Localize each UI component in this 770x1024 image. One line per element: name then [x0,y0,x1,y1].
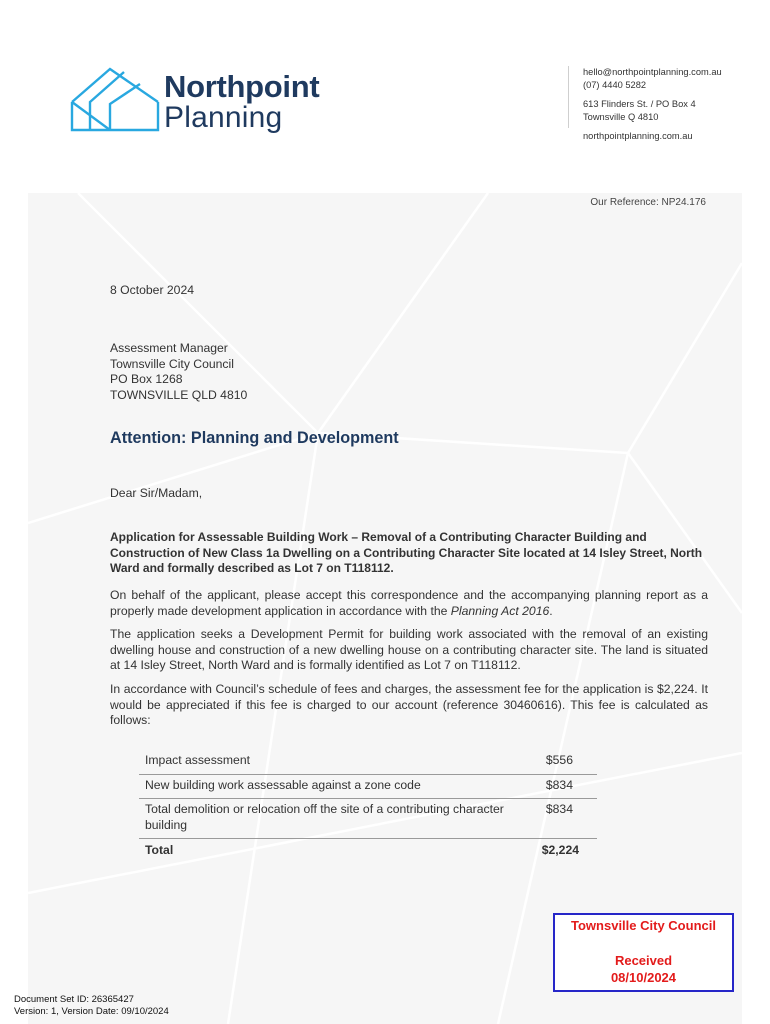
attention-heading: Attention: Planning and Development [110,429,399,447]
contact-website[interactable]: northpointplanning.com.au [583,131,693,141]
fee-total-label: Total [145,843,174,857]
fee-description: Impact assessment [145,753,250,767]
document-set-id: Document Set ID: 26365427 [14,994,134,1005]
letter-date: 8 October 2024 [110,283,195,297]
logo-name: Northpoint [164,69,320,104]
paragraph-1 [110,588,708,619]
recipient-address [110,341,247,403]
fee-amount: $834 [545,777,573,792]
fee-table [139,750,597,857]
recipient-line: PO Box 1268 [110,372,183,386]
paragraph-1-end: . [549,603,553,618]
fee-total-row [139,839,597,857]
contact-phone: (07) 4440 5282 [583,79,647,90]
fee-row [139,799,597,839]
fee-row [139,775,597,800]
logo-subtitle: Planning [164,101,283,134]
stamp-title: Townsville City Council [571,918,716,933]
fee-row [139,750,597,775]
contact-address-line2: Townsville Q 4810 [583,111,659,122]
fee-amount: $556 [545,753,573,767]
fee-description: Total demolition or relocation off the site of a contributing character building [145,802,504,832]
received-stamp [553,913,734,992]
stamp-date: 08/10/2024 [610,970,677,985]
document-footer [14,994,169,1018]
paragraph-2: The application seeks a Development Permit for building work associated with the removal of an existing dwelling house and construction of a new dwelling house on a contributing character site. The land is situated at 14 Isley Street, North Ward and is formally identified as Lot 7 on T118112. [110,627,708,672]
contact-address-line1: 613 Flinders St. / PO Box 4 [583,99,696,109]
fee-total-amount: $2,224 [541,843,579,857]
salutation: Dear Sir/Madam, [110,486,203,500]
recipient-line: Assessment Manager [110,341,228,355]
paragraph-1-text: On behalf of the applicant, please accept this correspondence and the accompanying planning report as a properly made development application in accordance with the [110,588,708,618]
contact-block [568,66,722,141]
reference-number: Our Reference: NP24.176 [590,197,706,208]
company-logo [70,66,370,136]
document-version: Version: 1, Version Date: 09/10/2024 [14,1006,169,1017]
recipient-line: TOWNSVILLE QLD 4810 [110,387,248,402]
act-name: Planning Act 2016 [450,603,550,618]
fee-amount: $834 [545,802,573,816]
contact-email[interactable]: hello@northpointplanning.com.au [583,67,722,77]
subject-line: Application for Assessable Building Work – Removal of a Contributing Character Building and Construction of New Class 1a Dwelling on a Contributing Character Site located at 14 Isley Street, North Ward and formally described as Lot 7 on T118112. [110,530,703,575]
stamp-status: Received [614,953,673,968]
fee-description: New building work assessable against a zone code [145,777,421,792]
paragraph-3: In accordance with Council’s schedule of fees and charges, the assessment fee for the application is $2,224. It would be appreciated if this fee is charged to our account (reference 30460616). This fee is calculated as follows: [110,682,708,727]
recipient-line: Townsville City Council [110,356,234,371]
northpoint-logo-icon [70,66,160,132]
